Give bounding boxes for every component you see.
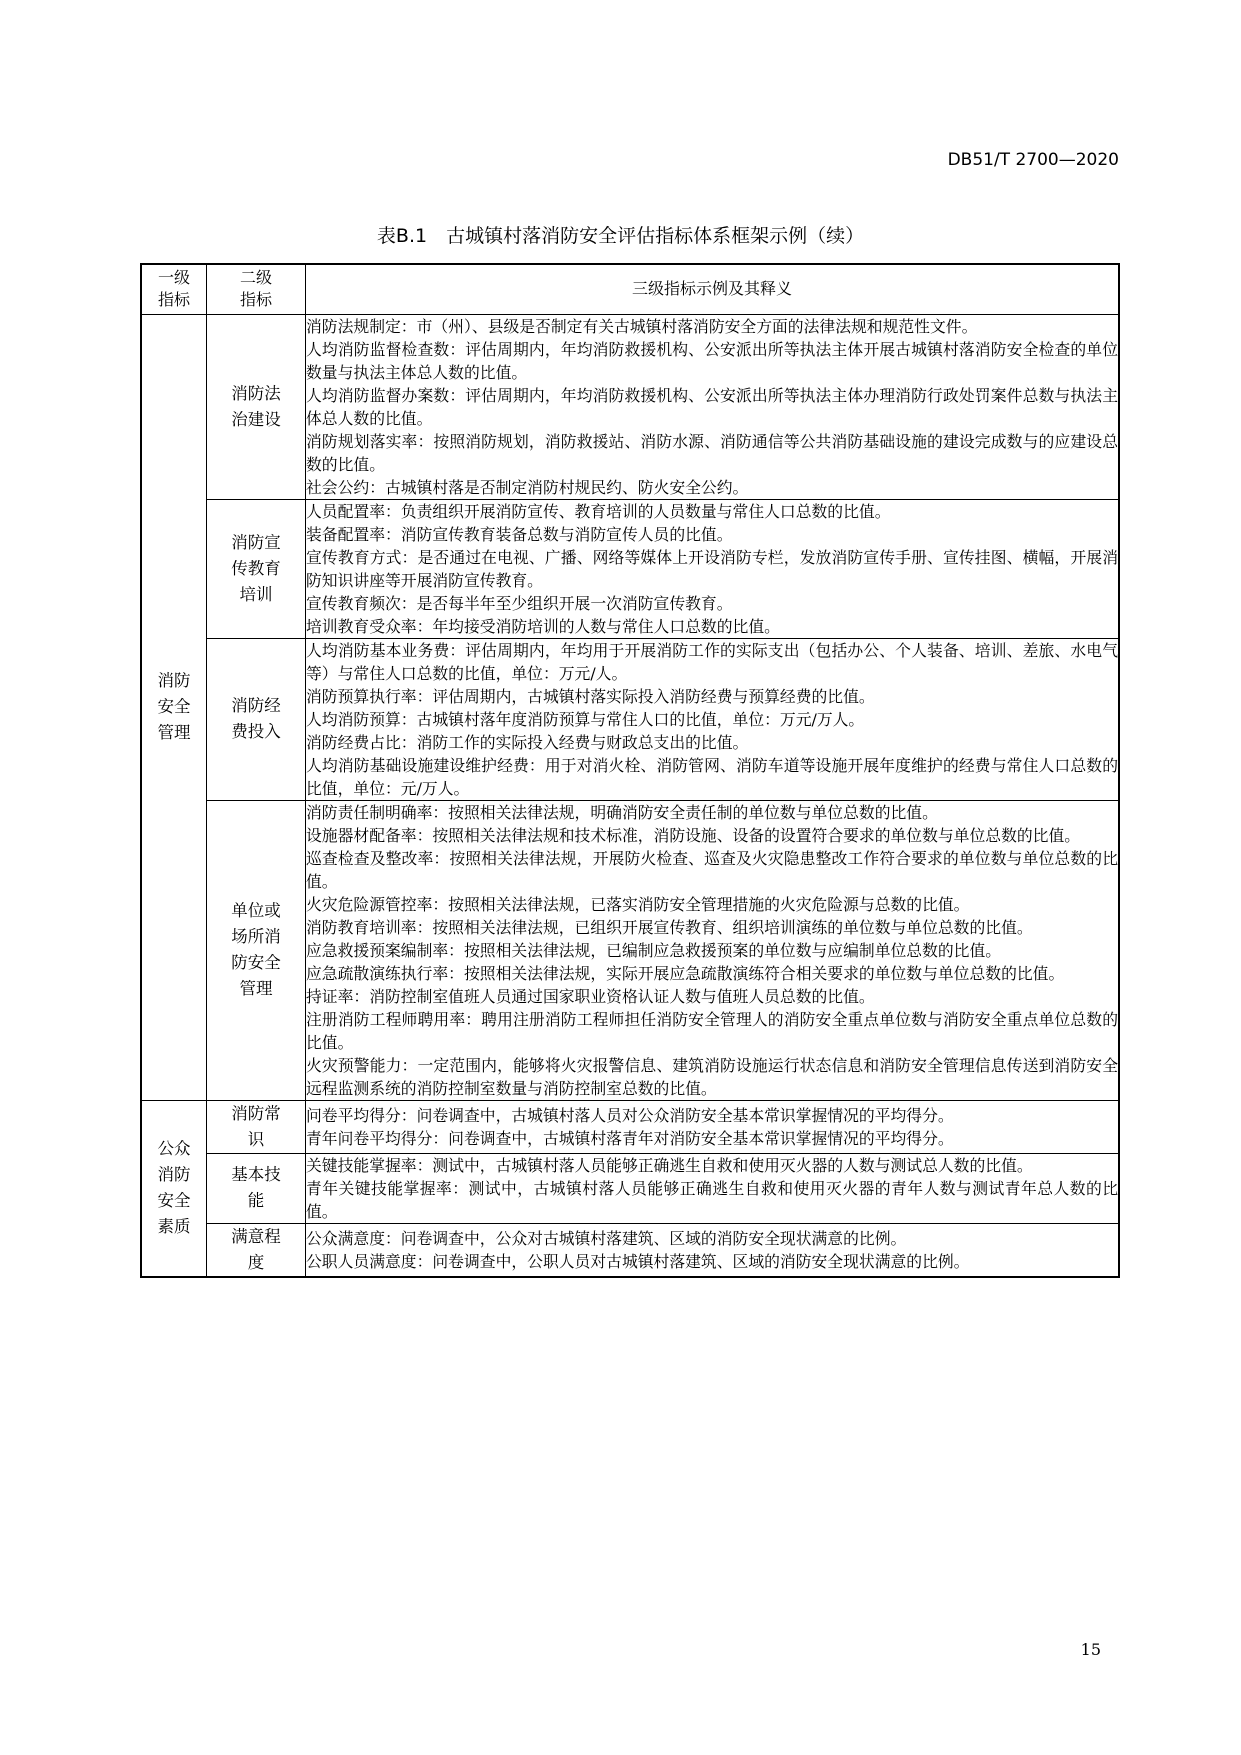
indicator-item: 人均消防基础设施建设维护经费：用于对消火栓、消防管网、消防车道等设施开展年度维护的经费与常住人口总数的比值，单位：元/万人。 — [306, 755, 1118, 798]
indicator-item: 培训教育受众率：年均接受消防培训的人数与常住人口总数的比值。 — [306, 616, 780, 636]
indicator-item: 人均消防监督检查数：评估周期内，年均消防救援机构、公安派出所等执法主体开展古城镇村落消防安全检查的单位数量与执法主体总人数的比值。 — [306, 339, 1118, 382]
indicator-item: 宣传教育频次：是否每半年至少组织开展一次消防宣传教育。 — [306, 593, 733, 613]
header-level3: 三级指标示例及其释义 — [306, 264, 1120, 314]
indicator-item: 消防法规制定：市（州）、县级是否制定有关古城镇村落消防安全方面的法律法规和规范性文件。 — [306, 316, 978, 336]
indicator-item: 宣传教育方式：是否通过在电视、广播、网络等媒体上开设消防专栏，发放消防宣传手册、宣传挂图、横幅，开展消防知识讲座等开展消防宣传教育。 — [306, 547, 1118, 590]
level2-cell — [207, 314, 306, 499]
indicator-item: 消防预算执行率：评估周期内，古城镇村落实际投入消防经费与预算经费的比值。 — [306, 686, 875, 706]
indicator-item: 装备配置率：消防宣传教育装备总数与消防宣传人员的比值。 — [306, 524, 733, 544]
level3-cell — [306, 314, 1120, 499]
indicator-item: 公众满意度：问卷调查中，公众对古城镇村落建筑、区域的消防安全现状满意的比例。 — [306, 1228, 907, 1248]
indicator-item: 设施器材配备率：按照相关法律法规和技术标准，消防设施、设备的设置符合要求的单位数与单位总数的比值。 — [306, 825, 1081, 845]
level3-cell — [306, 800, 1120, 1100]
indicator-item: 青年问卷平均得分：问卷调查中，古城镇村落青年对消防安全基本常识掌握情况的平均得分。 — [306, 1128, 954, 1148]
table-row — [141, 800, 1119, 1100]
level1-label: 消防安全管理 — [157, 671, 191, 742]
indicator-item: 火灾危险源管控率：按照相关法律法规，已落实消防安全管理措施的火灾危险源与总数的比值。 — [306, 894, 970, 914]
level2-label: 消防经费投入 — [231, 696, 281, 741]
indicator-item: 火灾预警能力：一定范围内，能够将火灾报警信息、建筑消防设施运行状态信息和消防安全管理信息传送到消防安全远程监测系统的消防控制室数量与消防控制室总数的比值。 — [306, 1055, 1118, 1098]
level3-cell — [306, 1153, 1120, 1223]
level2-cell — [207, 800, 306, 1100]
indicator-item: 消防经费占比：消防工作的实际投入经费与财政总支出的比值。 — [306, 732, 749, 752]
level3-cell — [306, 1100, 1120, 1153]
level2-label: 消防法治建设 — [231, 383, 281, 429]
indicator-item: 巡查检查及整改率：按照相关法律法规，开展防火检查、巡查及火灾隐患整改工作符合要求的单位数与单位总数的比值。 — [306, 848, 1118, 891]
table-header-row — [141, 264, 1119, 314]
indicator-item: 应急疏散演练执行率：按照相关法律法规，实际开展应急疏散演练符合相关要求的单位数与单位总数的比值。 — [306, 963, 1065, 983]
indicator-item: 人员配置率：负责组织开展消防宣传、教育培训的人员数量与常住人口总数的比值。 — [306, 501, 891, 521]
indicator-item: 问卷平均得分：问卷调查中，古城镇村落人员对公众消防安全基本常识掌握情况的平均得分。 — [306, 1105, 954, 1125]
table-row — [141, 314, 1119, 499]
table-row — [141, 1153, 1119, 1223]
table-body — [141, 314, 1119, 1277]
indicator-item: 注册消防工程师聘用率：聘用注册消防工程师担任消防安全管理人的消防安全重点单位数与消防安全重点单位总数的比值。 — [306, 1009, 1118, 1052]
indicator-item: 青年关键技能掌握率：测试中，古城镇村落人员能够正确逃生自救和使用灭火器的青年人数与测试青年总人数的比值。 — [306, 1178, 1118, 1221]
level2-label: 满意程度 — [231, 1226, 281, 1272]
level3-cell — [306, 638, 1120, 800]
table-row — [141, 1100, 1119, 1153]
table-row — [141, 1223, 1119, 1277]
indicator-item: 人均消防预算：古城镇村落年度消防预算与常住人口的比值，单位：万元/万人。 — [306, 709, 865, 729]
level1-cell — [141, 1100, 207, 1277]
level2-cell — [207, 1223, 306, 1277]
header-level1: 一级指标 — [141, 264, 207, 314]
table-title: 表B.1 古城镇村落消防安全评估指标体系框架示例（续） — [376, 225, 865, 247]
level2-label: 基本技能 — [231, 1165, 281, 1210]
indicator-table — [140, 263, 1120, 1278]
indicator-item: 社会公约：古城镇村落是否制定消防村规民约、防火安全公约。 — [306, 477, 749, 497]
indicator-item: 持证率：消防控制室值班人员通过国家职业资格认证人数与值班人员总数的比值。 — [306, 986, 875, 1006]
table-row — [141, 499, 1119, 638]
indicator-item: 人均消防基本业务费：评估周期内，年均用于开展消防工作的实际支出（包括办公、个人装备、培训、差旅、水电气等）与常住人口总数的比值，单位：万元/人。 — [306, 640, 1118, 683]
indicator-item: 消防规划落实率：按照消防规划，消防救援站、消防水源、消防通信等公共消防基础设施的建设完成数与的应建设总数的比值。 — [306, 431, 1118, 474]
level3-cell — [306, 1223, 1120, 1277]
level3-cell — [306, 499, 1120, 638]
indicator-item: 关键技能掌握率：测试中，古城镇村落人员能够正确逃生自救和使用灭火器的人数与测试总人数的比值。 — [306, 1155, 1033, 1175]
indicator-item: 消防责任制明确率：按照相关法律法规，明确消防安全责任制的单位数与单位总数的比值。 — [306, 802, 938, 822]
table-row — [141, 638, 1119, 800]
header-level2: 二级指标 — [207, 264, 306, 314]
level2-cell — [207, 1100, 306, 1153]
level2-label: 消防宣传教育培训 — [231, 532, 281, 604]
level2-cell — [207, 638, 306, 800]
standard-code: DB51/T 2700—2020 — [947, 150, 1119, 170]
page-number: 15 — [1080, 1640, 1101, 1659]
level2-cell — [207, 499, 306, 638]
level2-label: 消防常识 — [231, 1103, 281, 1149]
indicator-item: 人均消防监督办案数：评估周期内，年均消防救援机构、公安派出所等执法主体办理消防行政处罚案件总数与执法主体总人数的比值。 — [306, 385, 1118, 428]
indicator-item: 应急救援预案编制率：按照相关法律法规，已编制应急救援预案的单位数与应编制单位总数的比值。 — [306, 940, 1002, 960]
level2-label: 单位或场所消防安全管理 — [231, 901, 281, 998]
level1-label: 公众消防安全素质 — [157, 1139, 191, 1236]
level1-cell — [141, 314, 207, 1100]
indicator-item: 公职人员满意度：问卷调查中，公职人员对古城镇村落建筑、区域的消防安全现状满意的比例。 — [306, 1251, 970, 1271]
level2-cell — [207, 1153, 306, 1223]
indicator-item: 消防教育培训率：按照相关法律法规，已组织开展宣传教育、组织培训演练的单位数与单位总数的比值。 — [306, 917, 1033, 937]
